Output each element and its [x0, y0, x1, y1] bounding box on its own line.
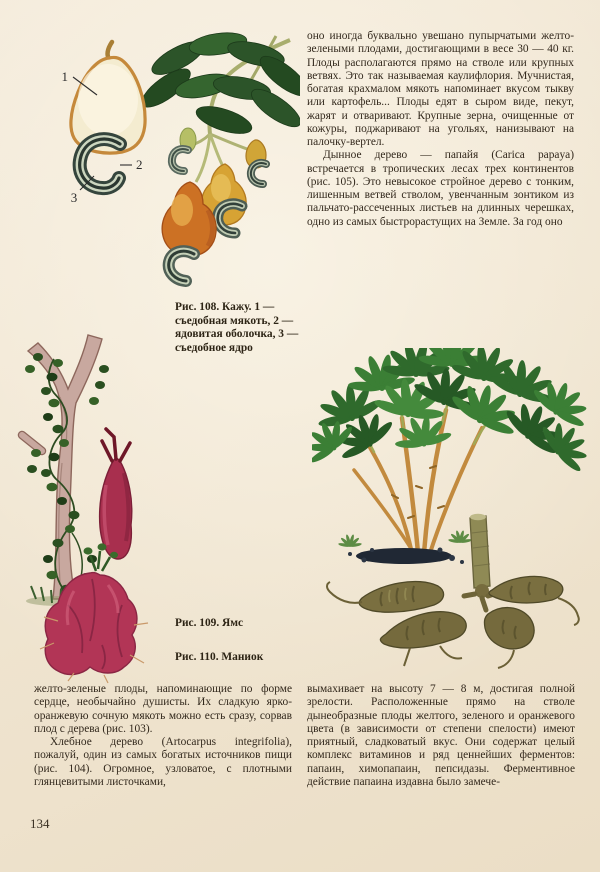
part-label-3: 3	[70, 190, 78, 205]
paragraph: вымахивает на высоту 7 — 8 м, достигая полной зрелости. Расположенные прямо на стволе дынеобразные плоды желтого, зеленого и оранжевого цвета (в зависимости от степени спелости) имеют приятный, сладковатый вкус. Они содержат целый комплекс витаминов и ряд ценнейших ферментов: папаин, химопапаин, пепсидазы. Ферментивное действие папаина издавна было замече-	[307, 683, 575, 788]
manioc-illustration	[312, 348, 594, 680]
figure-caption-108: Рис. 108. Кажу. 1 — съедобная мякоть, 2 — ядовитая оболочка, 3 — съедобное ядро	[175, 301, 299, 354]
column-bottom-right	[307, 683, 575, 789]
column-bottom-left	[34, 683, 292, 789]
part-label-2: 2	[136, 157, 143, 172]
paragraph: Хлебное дерево (Artocarpus integrifolia), пожалуй, один из самых богатых источников пищи (рис. 104). Огромное, узловатое, с плотными глянцевитыми листочками,	[34, 736, 292, 788]
yam-illustration	[8, 333, 173, 688]
part-label-1: 1	[61, 69, 68, 84]
manioc-soil-group	[338, 530, 472, 564]
cashew-fruits-group	[162, 128, 266, 281]
paragraph: Дынное дерево — папайя (Carica papaya) встречается в тропических лесах трех континентов (рис. 105). Это невысокое стройное дерево с тонким, лишенным ветвей стволом, увенчанным зонтиком из пальчато-рассеченных листьев на длинных черешках, одно из самых быстрорастущих на Земле. За год оно	[307, 149, 574, 228]
figure-caption-110: Рис. 110. Маниок	[175, 651, 264, 663]
paragraph: оно иногда буквально увешано пупырчатыми желто-зелеными плодами, достигающими в весе 30 — 40 кг. Плоды располагаются прямо на стволе или крупных ветвях. Это так называемая каулифлория. Мучнистая, богатая крахмалом мякоть напоминает вкусом тыкву или картофель... Плоды едят в сыром виде, пекут, жарят и отваривают. Крупные зерна, очищенные от кожуры, поджаривают на угольях, нанизывают на палочку-вертел.	[307, 30, 574, 148]
manioc-foliage-group	[312, 348, 594, 477]
cashew-cross-section-group	[71, 42, 145, 188]
manioc-tubers-group	[327, 576, 579, 668]
yam-tuber-long-group	[100, 429, 132, 559]
figure-caption-109: Рис. 109. Ямс	[175, 617, 244, 629]
manioc-stump-group	[464, 514, 494, 610]
cashew-illustration	[28, 28, 300, 313]
page-number: 134	[30, 816, 50, 831]
column-top-right	[307, 30, 574, 229]
paragraph: желто-зеленые плоды, напоминающие по форме сердце, необычайно душисты. Их сладкую ярко-оранжевую сочную мякоть можно есть сразу, сорвав плод с дерева (рис. 103).	[34, 683, 292, 735]
